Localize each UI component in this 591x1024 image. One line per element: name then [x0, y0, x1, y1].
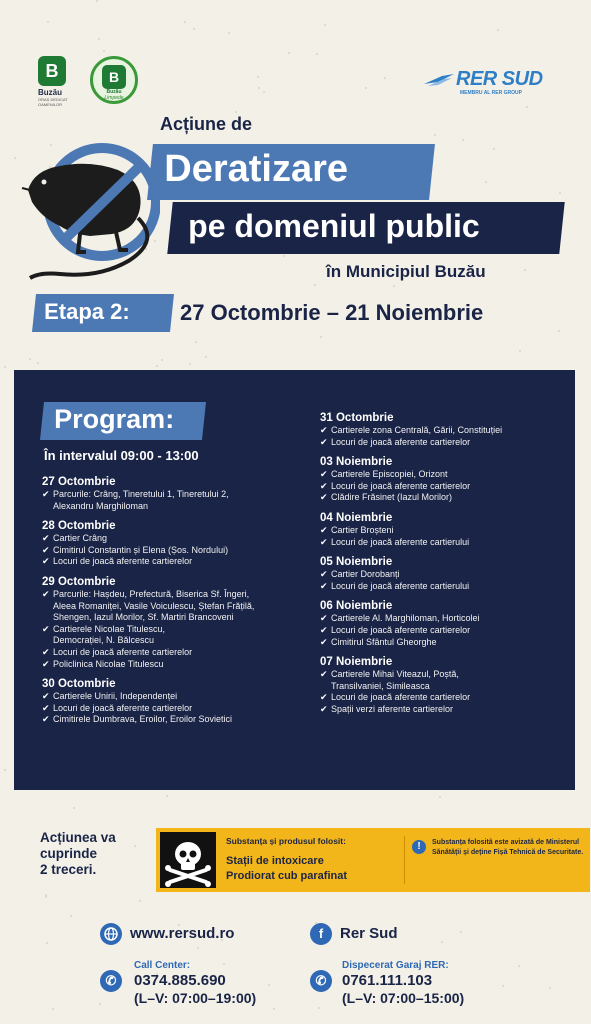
phone-icon: ✆: [310, 970, 332, 992]
background-speck: [96, 0, 98, 2]
program-item-text: Cimitirul Sfântul Gheorghe: [331, 636, 437, 647]
program-item: [42, 533, 312, 545]
background-speck: [316, 53, 318, 55]
globe-icon: [100, 923, 122, 945]
background-speck: [257, 76, 259, 78]
background-speck: [318, 1007, 320, 1009]
background-speck: [519, 350, 521, 352]
rer-sud-logo: [424, 68, 552, 98]
background-speck: [485, 181, 487, 183]
buzau-logo-text: Buzău: [38, 88, 62, 97]
program-item-text: Parcurile: Crâng, Tineretului 1, Tineretului 2,: [53, 489, 229, 499]
background-speck: [52, 1008, 54, 1010]
program-day: [42, 476, 312, 512]
background-speck: [235, 111, 237, 113]
substance-line-2: Prodiorat cub parafinat: [226, 870, 348, 882]
garage-number[interactable]: 0761.111.103: [342, 972, 433, 989]
program-item-text: Cartierele zona Centrală, Gării, Constituției: [331, 425, 503, 435]
program-item-text: Locuri de joacă aferente cartierului: [331, 580, 470, 591]
program-item-text: Policlinica Nicolae Titulescu: [53, 658, 164, 669]
program-item: [320, 469, 570, 481]
background-speck: [47, 21, 49, 23]
checkmark-icon: ✔: [320, 524, 328, 535]
rer-swoosh-icon: [424, 74, 454, 86]
background-speck: [45, 896, 47, 898]
program-item: [42, 714, 312, 726]
background-speck: [14, 157, 16, 159]
program-item-text: Locuri de joacă aferente cartierelor: [53, 556, 193, 567]
background-speck: [365, 87, 367, 89]
passes-line-3: 2 treceri.: [40, 862, 97, 877]
program-item-text: Alexandru Marghiloman: [53, 500, 149, 511]
program-item: [42, 601, 312, 613]
background-speck: [558, 330, 560, 332]
background-speck: [462, 139, 464, 141]
background-speck: [70, 915, 72, 917]
program-item: [320, 492, 570, 504]
background-speck: [156, 365, 158, 367]
program-day: [42, 520, 312, 568]
background-speck: [526, 106, 528, 108]
background-speck: [166, 795, 168, 797]
program-item: [320, 537, 570, 549]
program-item-text: Cimitirele Dumbrava, Eroilor, Eroilor Sovietici: [53, 714, 233, 725]
program-item: [42, 556, 312, 568]
checkmark-icon: ✔: [320, 480, 328, 491]
program-item: [320, 613, 570, 625]
program-item-text: Cartierele Unirii, Independenței: [53, 691, 178, 702]
program-item-text: Democrației, N. Bălcescu: [53, 635, 155, 646]
program-day-date: 31 Octombrie: [320, 412, 394, 424]
background-speck: [4, 366, 6, 368]
program-item-text: Cartierele Al. Marghiloman, Horticolei: [331, 613, 480, 624]
program-item: [320, 581, 570, 593]
background-speck: [549, 987, 551, 989]
program-item: [320, 637, 570, 649]
title-banner-domeniu: [167, 202, 564, 254]
program-interval: În intervalul 09:00 - 13:00: [44, 448, 199, 463]
background-speck: [559, 192, 561, 194]
background-speck: [320, 336, 322, 338]
program-item-text: Locuri de joacă aferente cartierelor: [331, 692, 471, 703]
stage-dates: 27 Octombrie – 21 Noiembrie: [180, 300, 484, 325]
program-item-text: Cimitirul Constantin și Elena (Șos. Nordului): [53, 544, 229, 555]
rat-prohibition-icon: [20, 130, 160, 280]
substance-line-1: Stații de intoxicare: [226, 855, 324, 867]
program-item-text: Shengen, Iazul Morilor, Sf. Martiri Brancoveni: [53, 612, 234, 623]
program-day-date: 28 Octombrie: [42, 520, 116, 533]
program-item-text: Cartier Dorobanți: [331, 569, 400, 580]
program-item: [320, 625, 570, 637]
program-day-date: 04 Noiembrie: [320, 511, 393, 524]
program-item: [320, 425, 570, 437]
program-item: [42, 501, 312, 513]
program-item: [320, 692, 570, 704]
checkmark-icon: ✔: [42, 556, 50, 567]
program-day: [320, 456, 570, 504]
background-speck: [502, 985, 504, 987]
background-speck: [324, 24, 326, 26]
background-speck: [195, 341, 197, 343]
garage-label: Dispecerat Garaj RER:: [342, 960, 449, 971]
program-item-text: Locuri de joacă aferente cartierelor: [331, 624, 471, 635]
program-day-date: 06 Noiembrie: [320, 600, 393, 613]
info-icon: !: [412, 840, 426, 854]
program-item: [320, 669, 570, 681]
rer-logo-subtitle: MEMBRU AL RER GROUP: [460, 90, 522, 96]
background-speck: [441, 941, 443, 943]
garage-hours: (L–V: 07:00–15:00): [342, 990, 465, 1006]
background-speck: [384, 77, 386, 79]
background-speck: [268, 984, 270, 986]
program-item: [42, 489, 312, 501]
program-item: [320, 525, 570, 537]
program-item: [42, 659, 312, 671]
title-line-4: în Municipiul Buzău: [326, 262, 486, 281]
call-center-label: Call Center:: [134, 960, 191, 971]
buzau-city-logo: [38, 56, 70, 107]
program-item: [320, 569, 570, 581]
program-day: [320, 556, 570, 592]
background-speck: [73, 807, 75, 809]
program-item-text: Transilvaniei, Simileasca: [331, 680, 430, 691]
checkmark-icon: ✔: [320, 703, 328, 714]
background-speck: [161, 359, 163, 361]
background-speck: [29, 358, 31, 360]
program-left-column: [42, 476, 312, 734]
background-speck: [193, 28, 195, 30]
limpede-logo-text: Buzău: [106, 89, 122, 95]
checkmark-icon: ✔: [320, 436, 328, 447]
rer-logo-text: RER SUD: [456, 68, 543, 90]
background-speck: [434, 134, 436, 136]
program-item: [42, 624, 312, 636]
buzau-limpede-logo: [90, 56, 138, 104]
program-right-column: [320, 412, 570, 724]
program-item-text: Locuri de joacă aferente cartierelor: [53, 646, 193, 657]
facebook-link[interactable]: Rer Sud: [340, 925, 398, 942]
checkmark-icon: ✔: [42, 658, 50, 669]
background-speck: [99, 1003, 101, 1005]
program-day: [320, 656, 570, 715]
background-speck: [273, 1008, 275, 1010]
checkmark-icon: ✔: [42, 702, 50, 713]
program-day: [42, 678, 312, 726]
call-center-hours: (L–V: 07:00–19:00): [134, 990, 257, 1006]
background-speck: [493, 148, 495, 150]
title-line-2: Deratizare: [164, 148, 349, 190]
program-day-date: 07 Noiembrie: [320, 656, 393, 669]
background-speck: [103, 50, 105, 52]
program-item-text: Cartier Broșteni: [331, 524, 394, 535]
program-day-date: 27 Octombrie: [42, 476, 116, 488]
checkmark-icon: ✔: [320, 636, 328, 647]
stage-label: Etapa 2:: [44, 299, 130, 324]
background-speck: [98, 38, 100, 40]
call-center-number[interactable]: 0374.885.690: [134, 972, 226, 989]
buzau-b-icon: B: [102, 65, 126, 89]
skull-crossbones-icon: [160, 832, 216, 888]
checkmark-icon: ✔: [320, 580, 328, 591]
program-item-text: Clădire Frăsinet (Iazul Morilor): [331, 492, 453, 503]
info-divider: [404, 836, 405, 884]
program-item-text: Cartierele Mihai Viteazul, Poștă,: [331, 669, 459, 680]
program-day: [320, 412, 570, 448]
checkmark-icon: ✔: [320, 492, 328, 503]
passes-text: [40, 830, 116, 878]
program-item: [42, 612, 312, 624]
background-speck: [189, 363, 191, 365]
background-speck: [314, 284, 316, 286]
background-speck: [283, 255, 285, 257]
buzau-b-icon: B: [38, 56, 66, 86]
program-item: [42, 703, 312, 715]
background-speck: [497, 29, 499, 31]
background-speck: [197, 947, 199, 949]
phone-icon: ✆: [100, 970, 122, 992]
checkmark-icon: ✔: [42, 544, 50, 555]
title-line-1: Acțiune de: [160, 114, 253, 134]
background-speck: [46, 942, 48, 944]
stage-tag: [32, 294, 174, 332]
program-day-date: 29 Octombrie: [42, 575, 116, 588]
checkmark-icon: ✔: [320, 624, 328, 635]
website-link[interactable]: www.rersud.ro: [130, 925, 235, 942]
checkmark-icon: ✔: [320, 569, 328, 580]
checkmark-icon: ✔: [42, 714, 50, 725]
program-item: [42, 635, 312, 647]
program-item-text: Locuri de joacă aferente cartierelor: [331, 436, 471, 447]
passes-line-2: cuprinde: [40, 846, 98, 861]
program-day: [42, 576, 312, 670]
program-item: [42, 589, 312, 601]
background-speck: [223, 963, 225, 965]
program-item: [320, 681, 570, 693]
program-day-date: 30 Octombrie: [42, 678, 116, 691]
background-speck: [460, 931, 462, 933]
program-item: [320, 704, 570, 716]
program-item-text: Spații verzi aferente cartierelor: [331, 703, 454, 714]
checkmark-icon: ✔: [42, 489, 50, 499]
program-day-date: 05 Noiembrie: [320, 556, 393, 569]
program-item-text: Parcurile: Hașdeu, Prefectură, Biserica Sf. Îngeri,: [53, 588, 250, 599]
background-speck: [37, 362, 39, 364]
checkmark-icon: ✔: [320, 536, 328, 547]
program-item: [320, 481, 570, 493]
checkmark-icon: ✔: [42, 623, 50, 634]
checkmark-icon: ✔: [320, 425, 328, 435]
program-heading-tag: [40, 402, 206, 440]
program-item-text: Aleea Romaniței, Vasile Voiculescu, Ștefan Frățilă,: [53, 600, 255, 611]
title-line-3: pe domeniul public: [188, 208, 480, 244]
program-item: [42, 647, 312, 659]
background-speck: [439, 796, 441, 798]
program-item-text: Cartier Crâng: [53, 533, 108, 544]
limpede-logo-subtitle: Limpede: [104, 95, 124, 101]
checkmark-icon: ✔: [320, 469, 328, 480]
program-heading: Program:: [54, 404, 175, 434]
background-speck: [524, 269, 526, 271]
passes-line-1: Acțiunea va: [40, 830, 116, 845]
checkmark-icon: ✔: [320, 692, 328, 703]
checkmark-icon: ✔: [42, 533, 50, 544]
program-day: [320, 600, 570, 648]
program-item: [320, 437, 570, 449]
program-item-text: Locuri de joacă aferente cartierului: [331, 536, 470, 547]
program-item-text: Locuri de joacă aferente cartierelor: [53, 702, 193, 713]
background-speck: [134, 845, 136, 847]
program-item-text: Cartierele Nicolae Titulescu,: [53, 623, 166, 634]
background-speck: [4, 769, 6, 771]
buzau-logo-subtitle: ORAȘ DEDICAT OAMENILOR: [38, 97, 68, 107]
background-speck: [139, 900, 141, 902]
checkmark-icon: ✔: [42, 691, 50, 702]
program-item: [42, 691, 312, 703]
program-day-date: 03 Noiembrie: [320, 456, 393, 469]
checkmark-icon: ✔: [320, 613, 328, 624]
program-day: [320, 512, 570, 548]
facebook-icon: f: [310, 923, 332, 945]
background-speck: [518, 965, 520, 967]
background-speck: [288, 52, 290, 54]
substance-note: Substanța folosită este avizată de Ministerul Sănătății și deține Fișă Tehnică de Securitate.: [432, 839, 584, 856]
checkmark-icon: ✔: [320, 669, 328, 680]
background-speck: [393, 285, 395, 287]
program-item-text: Cartierele Episcopiei, Orizont: [331, 469, 448, 480]
checkmark-icon: ✔: [42, 588, 50, 599]
substance-heading: Substanța și produsul folosit:: [226, 836, 346, 846]
background-speck: [184, 21, 186, 23]
program-item: [42, 545, 312, 557]
background-speck: [228, 32, 230, 34]
program-item-text: Locuri de joacă aferente cartierelor: [331, 480, 471, 491]
background-speck: [258, 87, 260, 89]
background-speck: [205, 356, 207, 358]
title-banner-deratizare: [147, 144, 435, 200]
background-speck: [263, 91, 265, 93]
checkmark-icon: ✔: [42, 646, 50, 657]
